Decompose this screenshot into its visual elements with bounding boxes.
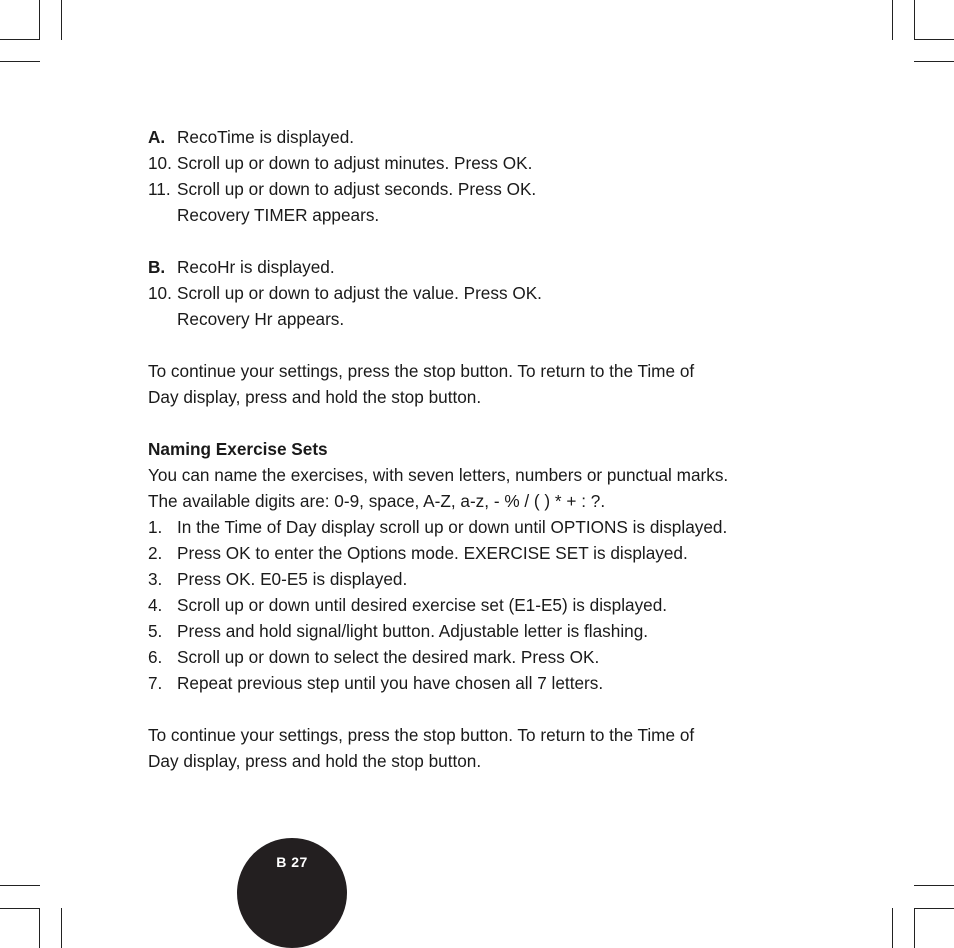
step-number: 2. [148, 543, 163, 563]
step-result: Recovery Hr appears. [177, 309, 345, 329]
paragraph-line: To continue your settings, press the stop button. To return to the Time of [148, 725, 695, 745]
step-number: 10. [148, 283, 172, 303]
step-text: Press OK to enter the Options mode. EXERCISE SET is displayed. [177, 543, 688, 563]
page-content [148, 124, 848, 774]
paragraph-line: Day display, press and hold the stop button. [148, 751, 482, 771]
crop-mark [0, 908, 40, 909]
section-marker: A. [148, 127, 166, 147]
list-item [148, 540, 848, 566]
crop-mark [914, 908, 915, 948]
crop-mark [914, 0, 915, 40]
paragraph-line: Day display, press and hold the stop button. [148, 387, 482, 407]
step-text: Scroll up or down to adjust seconds. Press OK. [177, 179, 537, 199]
page-number: B 27 [276, 854, 308, 870]
step-text: In the Time of Day display scroll up or down until OPTIONS is displayed. [177, 517, 728, 537]
list-item [148, 618, 848, 644]
list-item [148, 150, 848, 176]
step-text: Scroll up or down to adjust minutes. Press OK. [177, 153, 533, 173]
continue-paragraph [148, 722, 848, 774]
step-text: Scroll up or down to select the desired mark. Press OK. [177, 647, 600, 667]
step-number: 10. [148, 153, 172, 173]
list-item [148, 566, 848, 592]
step-number: 5. [148, 621, 163, 641]
crop-mark [914, 885, 954, 886]
step-result: Recovery TIMER appears. [177, 205, 380, 225]
step-text: Repeat previous step until you have chosen all 7 letters. [177, 673, 604, 693]
step-text: Press and hold signal/light button. Adjustable letter is flashing. [177, 621, 649, 641]
crop-mark [914, 61, 954, 62]
step-number: 3. [148, 569, 163, 589]
crop-mark [61, 0, 62, 40]
section-a-title [148, 124, 848, 150]
crop-mark [0, 39, 40, 40]
step-text: Press OK. E0-E5 is displayed. [177, 569, 408, 589]
step-number: 7. [148, 673, 163, 693]
crop-mark [892, 0, 893, 40]
step-number: 11. [148, 179, 171, 199]
section-b-title [148, 254, 848, 280]
section-marker: B. [148, 257, 166, 277]
intro-line: The available digits are: 0-9, space, A-Z, a-z, - % / ( ) * + : ?. [148, 491, 606, 511]
crop-mark [0, 61, 40, 62]
step-text: Scroll up or down until desired exercise set (E1-E5) is displayed. [177, 595, 668, 615]
list-item [148, 670, 848, 696]
crop-mark [892, 908, 893, 948]
list-item [148, 644, 848, 670]
crop-mark [39, 908, 40, 948]
crop-mark [39, 0, 40, 40]
intro-line: You can name the exercises, with seven letters, numbers or punctual marks. [148, 465, 729, 485]
continue-paragraph [148, 358, 848, 410]
section-title: RecoTime is displayed. [177, 127, 355, 147]
step-number: 6. [148, 647, 163, 667]
step-text: Scroll up or down to adjust the value. Press OK. [177, 283, 542, 303]
list-item [148, 280, 848, 306]
paragraph-line: To continue your settings, press the stop button. To return to the Time of [148, 361, 695, 381]
section-title: RecoHr is displayed. [177, 257, 335, 277]
list-item [148, 592, 848, 618]
crop-mark [0, 885, 40, 886]
crop-mark [61, 908, 62, 948]
list-item [148, 514, 848, 540]
section-heading: Naming Exercise Sets [148, 439, 328, 459]
step-number: 4. [148, 595, 163, 615]
step-number: 1. [148, 517, 163, 537]
crop-mark [914, 39, 954, 40]
page-number-badge [237, 838, 347, 948]
crop-mark [914, 908, 954, 909]
list-item [148, 176, 848, 202]
